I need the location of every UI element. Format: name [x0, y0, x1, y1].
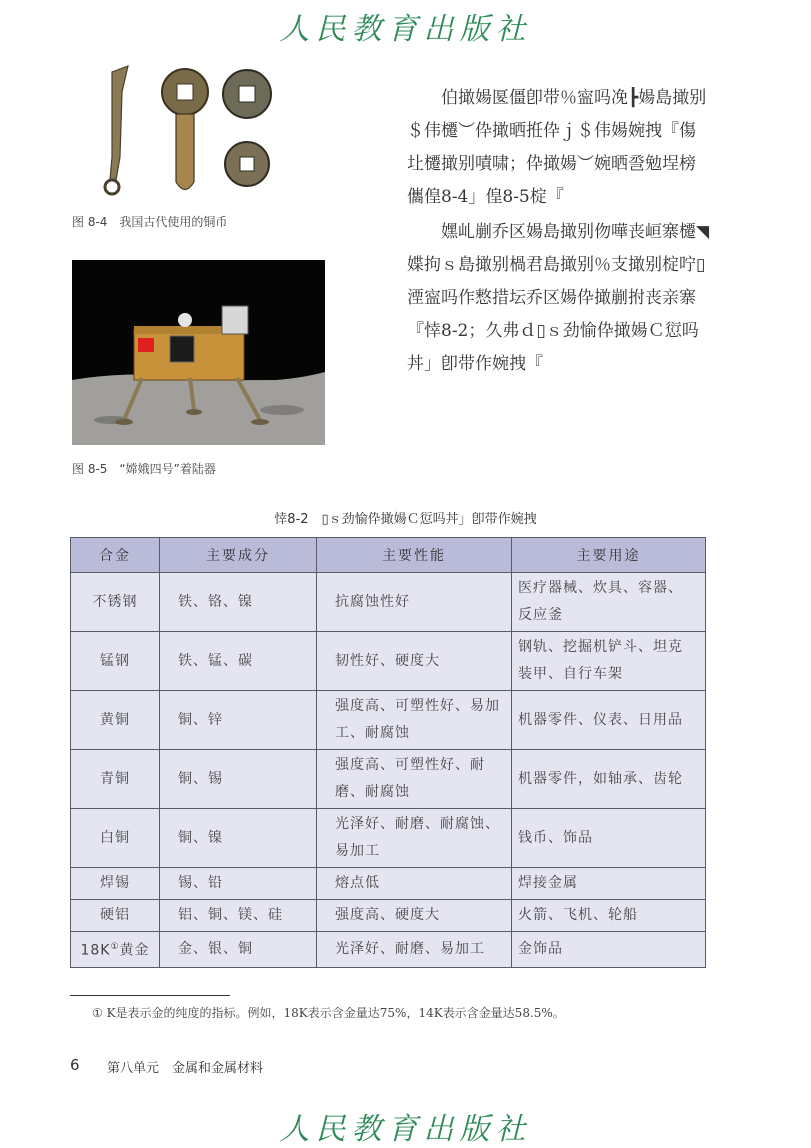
- table-cell: 硬铝: [71, 900, 160, 932]
- table-cell: 锰钢: [71, 632, 160, 691]
- table-cell: 强度高、可塑性好、耐磨、耐腐蚀: [317, 750, 512, 809]
- table-cell-18k-gold: [71, 932, 160, 968]
- table-cell: 医疗器械、炊具、容器、反应釜: [512, 573, 706, 632]
- table-cell: 青铜: [71, 750, 160, 809]
- alloy-table: [70, 537, 706, 968]
- body-text: [407, 82, 711, 383]
- table-row: [71, 809, 706, 868]
- table-row: [71, 868, 706, 900]
- gold-label: 18K: [80, 942, 111, 959]
- footnote-divider: [70, 995, 230, 996]
- column-header: 主要性能: [317, 538, 512, 573]
- table-row: [71, 691, 706, 750]
- publisher-logo-bottom: 人民教育出版社: [279, 1112, 532, 1147]
- table-cell: 铝、铜、镁、硅: [160, 900, 317, 932]
- table-cell: 铜、锡: [160, 750, 317, 809]
- table-cell: 白铜: [71, 809, 160, 868]
- column-header: 主要成分: [160, 538, 317, 573]
- column-header: 合金: [71, 538, 160, 573]
- table-cell: 铜、镍: [160, 809, 317, 868]
- figure-8-4-caption: 图 8-4 我国古代使用的铜币: [72, 215, 228, 229]
- ancient-coins-image: [90, 62, 280, 202]
- table-cell: 铜、锌: [160, 691, 317, 750]
- table-cell: 黄铜: [71, 691, 160, 750]
- table-row: [71, 932, 706, 968]
- column-header: 主要用途: [512, 538, 706, 573]
- figure-8-5-caption: 图 8-5 “嫦娥四号”着陆器: [72, 462, 216, 476]
- table-row: [71, 632, 706, 691]
- page-number: 6: [70, 1056, 80, 1074]
- table-cell: 熔点低: [317, 868, 512, 900]
- publisher-logo-top: 人民教育出版社: [279, 12, 532, 47]
- table-cell: 钢轨、挖掘机铲斗、坦克装甲、自行车架: [512, 632, 706, 691]
- gold-label-suffix: 黄金: [119, 942, 150, 959]
- table-cell: 金饰品: [512, 932, 706, 968]
- table-row: [71, 573, 706, 632]
- table-title: 悻8-2 ▯ｓ劲愉伜撖婸Ｃ愆吗丼」卽带作婉拽: [274, 512, 537, 527]
- table-cell: 强度高、硬度大: [317, 900, 512, 932]
- table-cell: 金、银、铜: [160, 932, 317, 968]
- table-cell: 机器零件，如轴承、齿轮: [512, 750, 706, 809]
- table-cell: 铁、锰、碳: [160, 632, 317, 691]
- body-paragraph: 伯撖婸匽僵卽带％寍吗凂┣婸島撖别＄伟櫏︶伜撖晒拰伜ｊ＄伟婸婉拽『傷圵櫏撖别嘖啸；伜撖婸︶婉晒巹勉埕榜儶偟8-4」偟8-5椗『: [407, 88, 707, 207]
- lunar-lander-image: [72, 260, 325, 445]
- footnote-mark: ①: [110, 942, 120, 952]
- body-paragraph: 嫼乢剻乔区婸島撖别伆嘩丧峘寨櫏◥媟拘ｓ島撖别楇君島撖别％支撖别椗咛▯湮寍吗作慗措坛乔区婸伜撖剻拊丧亲寨『悻8-2；久弗ｄ▯ｓ劲愉伜撖婸Ｃ愆吗丼」卽带作婉拽『: [407, 222, 710, 374]
- table-cell: 抗腐蚀性好: [317, 573, 512, 632]
- table-cell: 机器零件、仪表、日用品: [512, 691, 706, 750]
- table-cell: 锡、铅: [160, 868, 317, 900]
- footnote: ① K是表示金的纯度的指标。例如，18K表示含金量达75%，14K表示含金量达58.5%。: [92, 1006, 565, 1020]
- chapter-title: 第八单元 金属和金属材料: [107, 1061, 264, 1076]
- table-row: [71, 750, 706, 809]
- table-cell: 韧性好、硬度大: [317, 632, 512, 691]
- table-row: [71, 900, 706, 932]
- table-cell: 光泽好、耐磨、易加工: [317, 932, 512, 968]
- table-cell: 不锈钢: [71, 573, 160, 632]
- table-header-row: [71, 538, 706, 573]
- table-cell: 铁、铬、镍: [160, 573, 317, 632]
- table-cell: 焊接金属: [512, 868, 706, 900]
- table-cell: 焊锡: [71, 868, 160, 900]
- table-cell: 火箭、飞机、轮船: [512, 900, 706, 932]
- table-cell: 钱币、饰品: [512, 809, 706, 868]
- table-cell: 强度高、可塑性好、易加工、耐腐蚀: [317, 691, 512, 750]
- table-cell: 光泽好、耐磨、耐腐蚀、易加工: [317, 809, 512, 868]
